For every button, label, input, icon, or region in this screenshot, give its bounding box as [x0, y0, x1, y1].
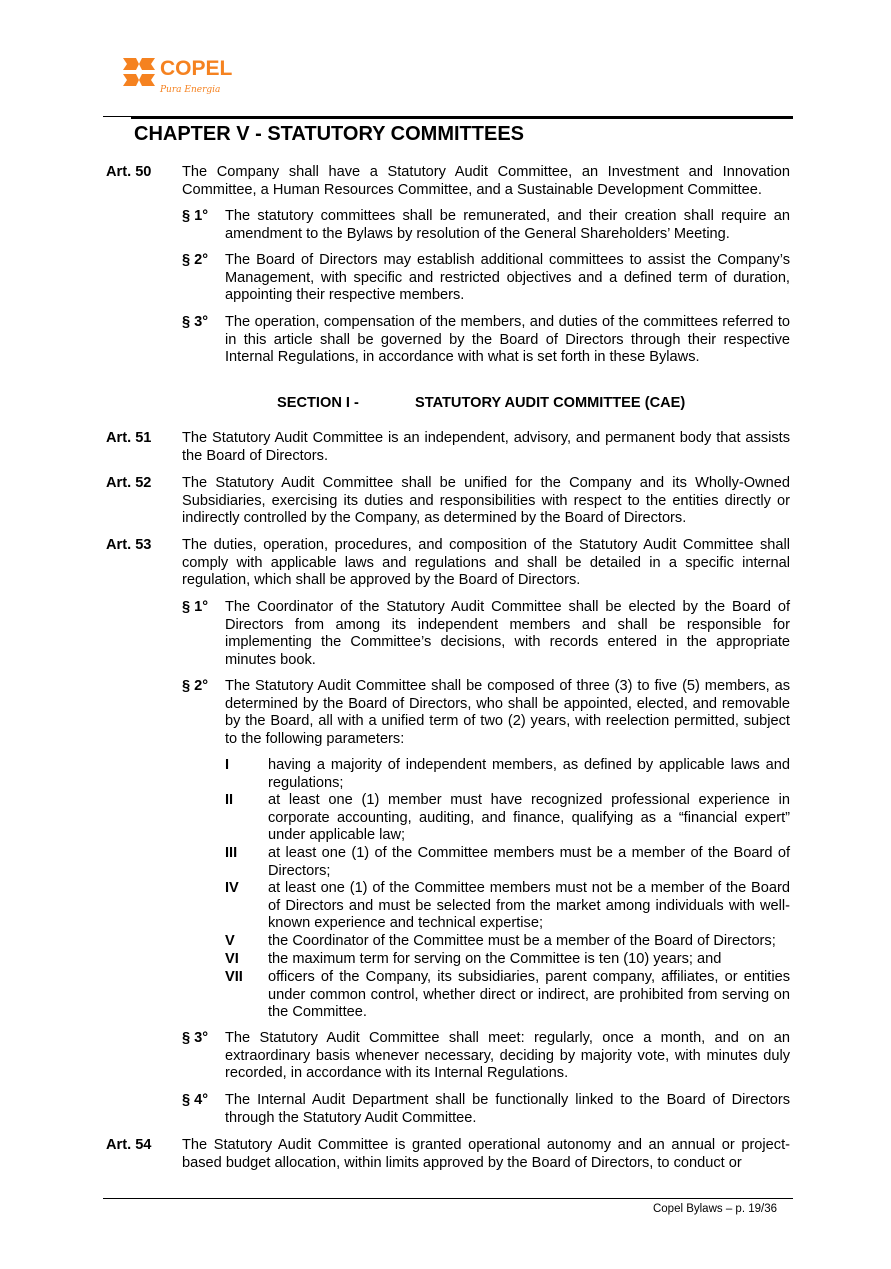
item-label: III: [225, 845, 238, 861]
par-text: The statutory committees shall be remunerated, and their creation shall require an amendment to the Bylaws by resolution of the General Shareholders’ Meeting.: [225, 208, 790, 242]
copel-mark-icon: [122, 56, 156, 88]
item-label: II: [225, 792, 234, 808]
header-rule-thin: [103, 116, 133, 117]
item-label: I: [225, 757, 230, 773]
par-text: The operation, compensation of the members, and duties of the committees referred to in this article shall be governed by the Board of Directors through their respective Internal Regulations, in accordance with what is set forth in these Bylaws.: [225, 314, 790, 366]
art-text: The Statutory Audit Committee shall be unified for the Company and its Wholly-Owned Subsidiaries, exercising its duties and responsibilities with respect to the entities directly or indirectly controlled by the Company, as determined by the Board of Directors.: [182, 475, 790, 527]
item-text: at least one (1) of the Committee members must not be a member of the Board of Directors and must be selected from the market among individuals with well-known experience and technical expertise;: [268, 880, 790, 932]
art-text: The Statutory Audit Committee is an independent, advisory, and permanent body that assists the Board of Directors.: [182, 430, 790, 464]
item-text: at least one (1) member must have recognized professional experience in corporate accounting, auditing, and finance, qualifying as a “financial expert” under applicable law;: [268, 792, 790, 844]
art-label: Art. 51: [106, 430, 152, 446]
par-text: The Board of Directors may establish additional committees to assist the Company’s Management, with specific and restricted objectives and a defined term of duration, appointing their respective members.: [225, 252, 790, 304]
item-text: at least one (1) of the Committee members must be a member of the Board of Directors;: [268, 845, 790, 879]
par-text: The Internal Audit Department shall be functionally linked to the Board of Directors through the Statutory Audit Committee.: [225, 1092, 790, 1126]
par-label: § 2°: [182, 678, 209, 694]
header-rule: [131, 116, 793, 119]
item-text: the Coordinator of the Committee must be a member of the Board of Directors;: [268, 933, 776, 949]
par-label: § 3°: [182, 314, 209, 330]
item-text: officers of the Company, its subsidiaries, parent company, affiliates, or entities under common control, whether direct or indirect, are prohibited from serving on the Committee.: [268, 969, 790, 1021]
par-label: § 3°: [182, 1030, 209, 1046]
logo-tagline: Pura Energia: [160, 85, 221, 95]
item-label: VII: [225, 969, 243, 985]
par-label: § 1°: [182, 599, 209, 615]
footer-rule: [103, 1198, 793, 1199]
logo-wordmark: COPEL: [160, 57, 233, 80]
par-label: § 4°: [182, 1092, 209, 1108]
par-text: The Statutory Audit Committee shall meet: regularly, once a month, and on an extraordinary basis whenever necessary, deciding by majority vote, with minutes duly recorded, in accordance with its Internal Regulations.: [225, 1030, 790, 1082]
art-text: The duties, operation, procedures, and composition of the Statutory Audit Committee shall comply with applicable laws and regulations and shall be detailed in a specific internal regulation, which shall be approved by the Board of Directors.: [182, 537, 790, 589]
par-label: § 2°: [182, 252, 209, 268]
item-label: IV: [225, 880, 239, 896]
chapter-title: CHAPTER V - STATUTORY COMMITTEES: [134, 123, 525, 145]
art-label: Art. 53: [106, 537, 152, 553]
item-text: the maximum term for serving on the Committee is ten (10) years; and: [268, 951, 722, 967]
art-label: Art. 54: [106, 1137, 152, 1153]
item-label: V: [225, 933, 235, 949]
item-text: having a majority of independent members, as defined by applicable laws and regulations;: [268, 757, 790, 791]
section-title: STATUTORY AUDIT COMMITTEE (CAE): [415, 395, 686, 411]
page-footer: Copel Bylaws – p. 19/36: [652, 1203, 777, 1215]
section-number: SECTION I -: [277, 395, 359, 411]
par-text: The Coordinator of the Statutory Audit Committee shall be elected by the Board of Directors from among its independent members and shall be responsible for implementing the Committee’s decisions, with records entered in the appropriate minutes book.: [225, 599, 790, 668]
art-text: The Statutory Audit Committee is granted operational autonomy and an annual or project-based budget allocation, within limits approved by the Board of Directors, to conduct or: [182, 1137, 790, 1171]
art-text: The Company shall have a Statutory Audit Committee, an Investment and Innovation Committee, a Human Resources Committee, and a Sustainable Development Committee.: [182, 164, 790, 198]
art-label: Art. 50: [106, 164, 152, 180]
item-label: VI: [225, 951, 239, 967]
par-text: The Statutory Audit Committee shall be composed of three (3) to five (5) members, as determined by the Board of Directors, who shall be appointed, elected, and removable by the Board, all with a unified term of two (2) years, with reelection permitted, subject to the following parameters:: [225, 678, 790, 747]
art-label: Art. 52: [106, 475, 152, 491]
copel-logo: [122, 55, 232, 100]
par-label: § 1°: [182, 208, 209, 224]
